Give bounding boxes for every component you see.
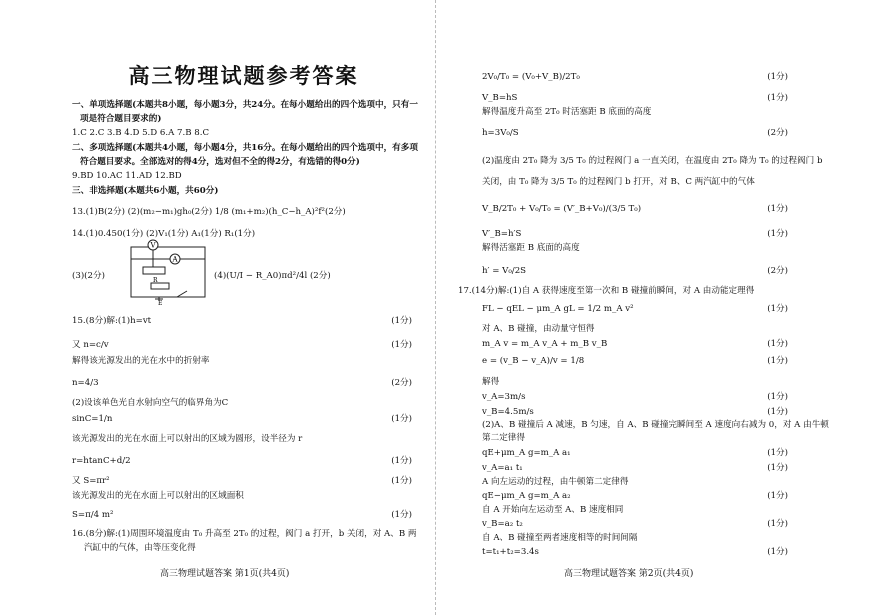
left-line [72, 340, 412, 351]
right-line [482, 420, 829, 431]
left-line [84, 543, 196, 554]
score-label: (1分) [391, 510, 412, 520]
left-line [72, 398, 228, 409]
right-line [482, 243, 580, 254]
left-line-text: 15.(8分)解:(1)h=vt [72, 316, 152, 326]
left-line-text: 14.(1)0.450(1分) (2)V₁(1分) A₁(1分) R₁(1分) [72, 229, 256, 239]
left-line-text: 13.(1)B(2分) (2)(m₂−m₁)gh₀(2分) 1/8 (m₁+m₂)(h_C−h_A)²f²(2分) [72, 207, 346, 217]
right-line [482, 433, 525, 444]
score-label: (1分) [391, 414, 412, 424]
right-line-text: 第二定律得 [482, 433, 525, 443]
right-line [482, 377, 499, 388]
left-line-text: 该光源发出的光在水面上可以射出的区域面积 [72, 491, 244, 501]
right-line-text: 解得 [482, 377, 500, 387]
voltmeter-label: V [150, 241, 156, 250]
score-label: (1分) [767, 72, 788, 82]
right-line-text: 对 A、B 碰撞，由动量守恒得 [482, 324, 595, 334]
left-line-text: 三、非选择题(本题共6小题，共60分) [72, 186, 219, 196]
right-line [482, 304, 788, 315]
right-line [482, 324, 595, 335]
right-line [482, 266, 788, 277]
answer-page-2 [435, 0, 870, 615]
left-line [72, 271, 105, 282]
right-line [482, 547, 788, 558]
right-line [482, 128, 788, 139]
score-label: (1分) [767, 463, 788, 473]
right-line-text: A 向左运动的过程，由牛顿第二定律得 [482, 477, 629, 487]
left-line-text: (3)(2分) [72, 271, 105, 281]
left-line [80, 157, 360, 168]
left-line-text: S=π/4 m² [72, 510, 114, 520]
left-line-text: 又 n=c/v [72, 340, 109, 350]
score-label: (2分) [391, 378, 412, 388]
left-line [72, 356, 210, 367]
right-line-text: m_A v = m_A v_A + m_B v_B [482, 339, 608, 349]
left-line [72, 171, 182, 182]
left-line [72, 186, 218, 197]
left-line [72, 100, 418, 111]
right-line [482, 107, 651, 118]
left-line [72, 414, 412, 425]
right-line [482, 93, 788, 104]
right-line-text: 自 A 开始向左运动至 A、B 速度相同 [482, 505, 624, 515]
score-label: (2分) [767, 266, 788, 276]
right-line-text: 解得活塞距 B 底面的高度 [482, 243, 580, 253]
right-line [482, 407, 788, 418]
score-label: (1分) [767, 519, 788, 529]
left-line [214, 271, 331, 282]
right-line [482, 339, 788, 350]
right-line [482, 491, 788, 502]
right-line-text: V_B/2T₀ + V₀/T₀ = (V′_B+V₀)/(3/5 T₀) [482, 204, 642, 214]
right-line [482, 463, 788, 474]
right-line-text: 自 A、B 碰撞至两者速度相等的时间间隔 [482, 533, 638, 543]
left-line [72, 434, 302, 445]
score-label: (1分) [767, 93, 788, 103]
score-label: (1分) [767, 339, 788, 349]
right-line-text: qE−μm_A g=m_A a₂ [482, 491, 571, 501]
resistor-label: R [153, 277, 158, 284]
right-line [482, 519, 788, 530]
left-line [72, 491, 244, 502]
right-line-text: V_B=hS [482, 93, 518, 103]
left-line [72, 456, 412, 467]
right-line-text: t=t₁+t₂=3.4s [482, 547, 539, 557]
right-line [482, 204, 788, 215]
left-line-text: 16.(8分)解:(1)周围环境温度由 T₀ 升高至 2T₀ 的过程，阀门 a 打开，b 关闭，对 A、B 两 [72, 529, 417, 539]
right-line-text: 17.(14分)解:(1)自 A 获得速度至第一次和 B 碰撞前瞬间，对 A 由动能定理得 [458, 286, 755, 296]
page-footer-1: 高三物理试题答案 第1页(共4页) [160, 569, 290, 579]
left-line-text: n=4/3 [72, 378, 99, 388]
right-line-text: h′ = V₀/2S [482, 266, 527, 276]
left-line [80, 114, 161, 125]
score-label: (1分) [767, 547, 788, 557]
left-line [72, 378, 412, 389]
left-line [72, 476, 412, 487]
right-line-text: h=3V₀/S [482, 128, 519, 138]
right-line [482, 533, 638, 544]
right-line-text: v_B=4.5m/s [482, 407, 534, 417]
right-line [482, 72, 788, 83]
page-title: 高三物理试题参考答案 [128, 63, 359, 88]
right-line-text: V′_B=h′S [482, 229, 522, 239]
left-line [72, 207, 346, 218]
left-line-text: 二、多项选择题(本题共4小题，每小题4分，共16分。在每小题给出的四个选项中，有多项 [72, 143, 418, 153]
left-line-text: sinC=1/n [72, 414, 113, 424]
left-line-text: 又 S=πr² [72, 476, 110, 486]
right-line [482, 156, 823, 167]
right-line [482, 477, 628, 488]
right-line-text: 2V₀/T₀ = (V₀+V_B)/2T₀ [482, 72, 580, 82]
score-label: (1分) [767, 392, 788, 402]
right-line-text: (2)A、B 碰撞后 A 减速，B 匀速，自 A、B 碰撞完瞬间至 A 速度向右减为 0，对 A 由牛顿 [482, 420, 829, 430]
left-line-text: 符合题目要求。全部选对的得4分，选对但不全的得2分，有选错的得0分) [80, 157, 360, 167]
score-label: (1分) [391, 476, 412, 486]
score-label: (1分) [767, 304, 788, 314]
right-line-text: (2)温度由 2T₀ 降为 3/5 T₀ 的过程阀门 a 一直关闭，在温度由 2T₀ 降为 T₀ 的过程阀门 b [482, 156, 823, 166]
right-line-text: v_B=a₂ t₂ [482, 519, 523, 529]
left-line-text: r=htanC+d/2 [72, 456, 131, 466]
score-label: (1分) [391, 340, 412, 350]
battery-label: E [158, 300, 163, 305]
right-line [482, 392, 788, 403]
ammeter-label: A [172, 255, 178, 264]
right-line-text: FL − qEL − μm_A gL = 1/2 m_A v² [482, 304, 634, 314]
left-line [72, 128, 209, 139]
circuit-diagram [125, 237, 211, 305]
left-line-text: 解得该光源发出的光在水中的折射率 [72, 356, 210, 366]
left-line-text: 汽缸中的气体，由等压变化得 [84, 543, 196, 553]
score-label: (1分) [767, 491, 788, 501]
right-line [482, 448, 788, 459]
left-line [72, 510, 412, 521]
score-label: (1分) [391, 316, 412, 326]
score-label: (1分) [767, 356, 788, 366]
right-line-text: v_A=3m/s [482, 392, 526, 402]
left-line [72, 143, 418, 154]
score-label: (1分) [391, 456, 412, 466]
left-line-text: 项是符合题目要求的) [80, 114, 162, 124]
right-line [482, 505, 623, 516]
left-line-text: 一、单项选择题(本题共8小题，每小题3分，共24分。在每小题给出的四个选项中，只有一 [72, 100, 418, 110]
score-label: (2分) [767, 128, 788, 138]
score-label: (1分) [767, 407, 788, 417]
left-line-text: 该光源发出的光在水面上可以射出的区域为圆形，设半径为 r [72, 434, 303, 444]
right-line-text: v_A=a₁ t₁ [482, 463, 523, 473]
right-line-text: 解得温度升高至 2T₀ 时活塞距 B 底面的高度 [482, 107, 652, 117]
left-line-text: (4)(U/I − R_A0)πd²/4l (2分) [214, 271, 331, 281]
left-line-text: 9.BD 10.AC 11.AD 12.BD [72, 171, 182, 181]
right-line [482, 177, 755, 188]
right-line-text: 关闭，由 T₀ 降为 3/5 T₀ 的过程阀门 b 打开，对 B、C 两汽缸中的气体 [482, 177, 755, 187]
left-line [72, 316, 412, 327]
left-line-text: 1.C 2.C 3.B 4.D 5.D 6.A 7.B 8.C [72, 128, 210, 138]
right-line [482, 356, 788, 367]
score-label: (1分) [767, 448, 788, 458]
right-line-text: qE+μm_A g=m_A a₁ [482, 448, 571, 458]
right-line [458, 286, 754, 297]
right-line [482, 229, 788, 240]
left-line-text: (2)设该单色光自水射向空气的临界角为C [72, 398, 229, 408]
score-label: (1分) [767, 204, 788, 214]
right-line-text: e = (v_B − v_A)/v = 1/8 [482, 356, 585, 366]
score-label: (1分) [767, 229, 788, 239]
left-line [72, 529, 417, 540]
page-footer-2: 高三物理试题答案 第2页(共4页) [564, 569, 694, 579]
